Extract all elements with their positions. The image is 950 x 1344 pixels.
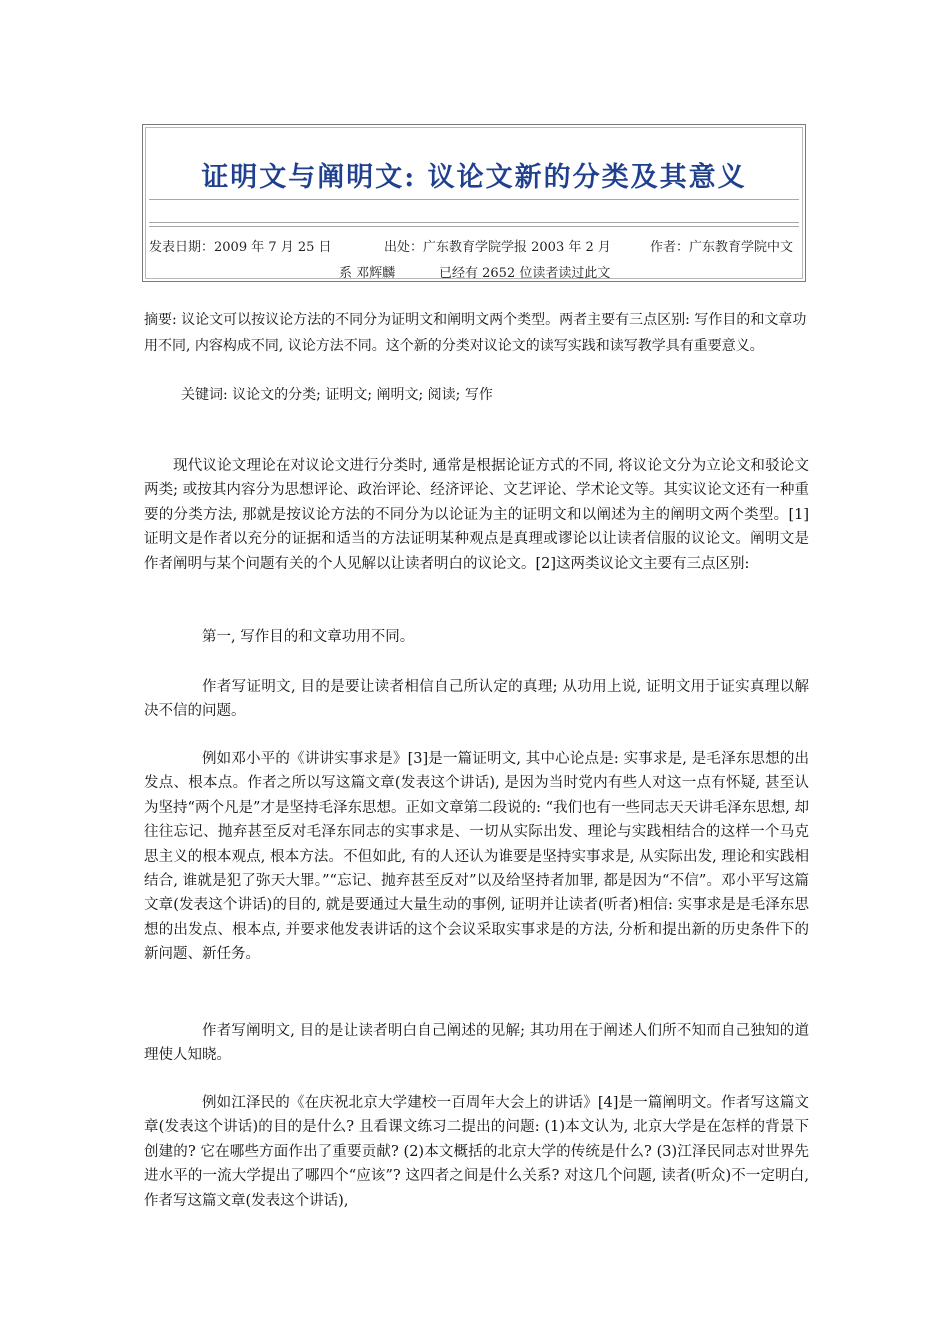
publish-date: 发表日期：2009 年 7 月 25 日 <box>149 240 332 255</box>
header-divider <box>149 222 799 223</box>
keywords: 关键词: 议论文的分类; 证明文; 阐明文; 阅读; 写作 <box>181 387 493 403</box>
author-continued: 系 邓辉麟 <box>339 266 396 281</box>
body-paragraph: 作者写阐明文, 目的是让读者明白自己阐述的见解; 其功用在于阐述人们所不知而自己独知的道理使人知晓。 <box>144 1023 809 1064</box>
source: 出处：广东教育学院学报 2003 年 2 月 <box>384 240 611 255</box>
body-paragraph: 现代议论文理论在对议论文进行分类时, 通常是根据论证方式的不同, 将议论文分为立论文和驳论文两类; 或按其内容分为思想评论、政治评论、经济评论、文艺评论、学术论文等。其实议论文还有一种重要的分类方法, 那就是按议论方法的不同分为以论证为主的证明文和以阐述为主的阐明文两个类型。[1]证明文是作者以充分的证据和适当的方法证明某种观点是真理或谬论以让读者信服的议论文。阐明文是作者阐明与某个问题有关的个人见解以让读者明白的议论文。[2]这两类议论文主要有三点区别: <box>144 458 809 572</box>
section-heading: 第一, 写作目的和文章功用不同。 <box>202 629 415 645</box>
article-header <box>142 124 806 282</box>
body-paragraph: 例如江泽民的《在庆祝北京大学建校一百周年大会上的讲话》[4]是一篇阐明文。作者写这篇文章(发表这个讲话)的目的是什么? 且看课文练习二提出的问题: (1)本文认为, 北京大学是在怎样的背景下创建的? 它在哪些方面作出了重要贡献? (2)本文概括的北京大学的传统是什么? (3)江泽民同志对世界先进水平的一流大学提出了哪四个“应该”? 这四者之间是什么关系? 对这几个问题, 读者(听众)不一定明白, 作者写这篇文章(发表这个讲话), <box>144 1095 809 1209</box>
body-paragraph: 例如邓小平的《讲讲实事求是》[3]是一篇证明文, 其中心论点是: 实事求是, 是毛泽东思想的出发点、根本点。作者之所以写这篇文章(发表这个讲话), 是因为当时党内有些人对这一点有怀疑, 甚至认为坚持“两个凡是”才是坚持毛泽东思想。正如文章第二段说的: “我们也有一些同志天天讲毛泽东思想, 却往往忘记、抛弃甚至反对毛泽东同志的实事求是、一切从实际出发、理论与实践相结合的这样一个马克思主义的根本观点, 根本方法。不但如此, 有的人还认为谁要是坚持实事求是, 从实际出发, 理论和实践相结合, 谁就是犯了弥天大罪。”“忘记、抛弃甚至反对”以及给坚持者加罪, 都是因为“不信”。邓小平写这篇文章(发表这个讲话)的目的, 就是要通过大量生动的事例, 证明并让读者(听者)相信: 实事求是是毛泽东思想的出发点、根本点, 并要求他发表讲话的这个会议采取实事求是的方法, 分析和提出新的历史条件下的新问题、新任务。 <box>144 751 809 963</box>
header-divider <box>149 226 799 227</box>
header-divider <box>149 199 799 200</box>
abstract: 摘要: 议论文可以按议论方法的不同分为证明文和阐明文两个类型。两者主要有三点区别: 写作目的和文章功用不同, 内容构成不同, 议论方法不同。这个新的分类对议论文的读写实践和读写教学具有重要意义。 <box>144 312 807 354</box>
author: 作者：广东教育学院中文 <box>650 240 794 255</box>
article-title: 证明文与阐明文: 议论文新的分类及其意义 <box>201 162 747 193</box>
body-paragraph: 作者写证明文, 目的是要让读者相信自己所认定的真理; 从功用上说, 证明文用于证实真理以解决不信的问题。 <box>144 679 809 720</box>
reader-count: 已经有 2652 位读者读过此文 <box>439 266 611 281</box>
